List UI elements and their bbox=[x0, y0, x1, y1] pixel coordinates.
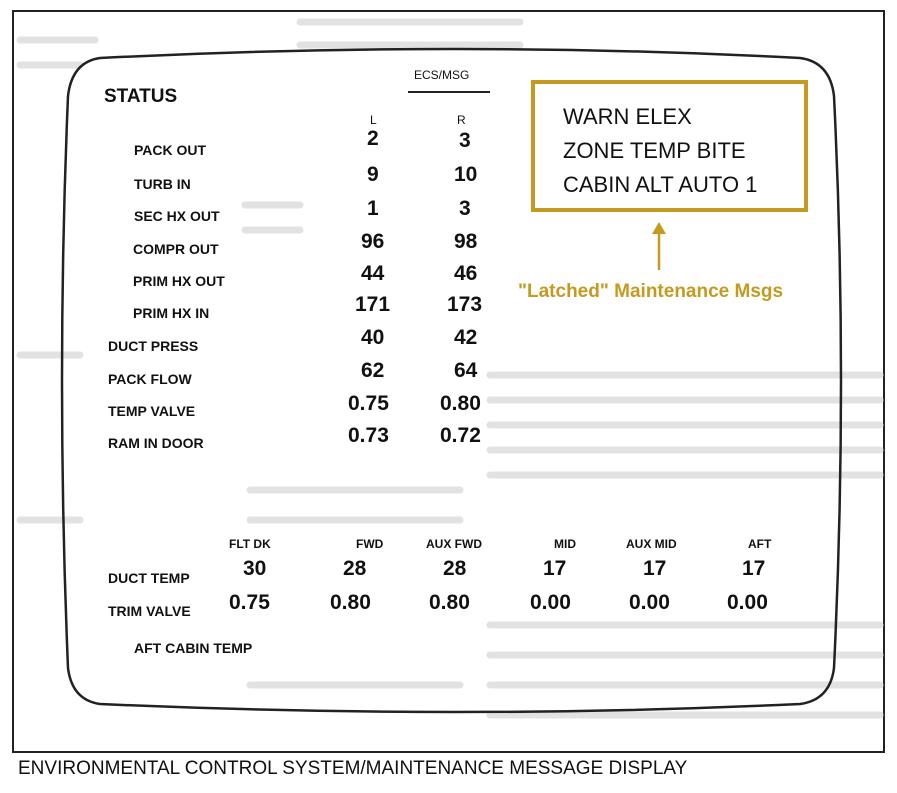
row-right-temp-valve: 0.80 bbox=[440, 392, 481, 415]
row-right-sec-hx-out: 3 bbox=[459, 197, 471, 220]
row-right-pack-flow: 64 bbox=[454, 359, 478, 382]
zone-header-mid: MID bbox=[554, 537, 576, 551]
column-right-header: R bbox=[457, 113, 466, 127]
row-label-temp-valve: TEMP VALVE bbox=[108, 403, 196, 419]
maintenance-message-box bbox=[531, 80, 808, 212]
figure-caption: ENVIRONMENTAL CONTROL SYSTEM/MAINTENANCE MESSAGE DISPLAY bbox=[18, 758, 688, 779]
message-line: ZONE TEMP BITE bbox=[563, 138, 746, 163]
trim-valve-fwd: 0.80 bbox=[330, 591, 371, 614]
row-right-ram-in-door: 0.72 bbox=[440, 424, 481, 447]
aft-cabin-temp-label: AFT CABIN TEMP bbox=[134, 640, 253, 656]
row-right-compr-out: 98 bbox=[454, 230, 478, 253]
row-right-duct-press: 42 bbox=[454, 326, 478, 349]
row-left-ram-in-door: 0.73 bbox=[348, 424, 389, 447]
duct-temp-aux-mid: 17 bbox=[643, 557, 667, 580]
row-left-pack-out: 2 bbox=[367, 127, 379, 150]
duct-temp-fwd: 28 bbox=[343, 557, 367, 580]
row-left-prim-hx-out: 44 bbox=[361, 262, 385, 285]
row-right-prim-hx-out: 46 bbox=[454, 262, 478, 285]
row-label-duct-press: DUCT PRESS bbox=[108, 338, 199, 354]
row-left-duct-press: 40 bbox=[361, 326, 385, 349]
duct-temp-mid: 17 bbox=[543, 557, 567, 580]
duct-temp-aft: 17 bbox=[742, 557, 766, 580]
message-line: WARN ELEX bbox=[563, 104, 692, 129]
trim-valve-aft: 0.00 bbox=[727, 591, 768, 614]
row-label-prim-hx-in: PRIM HX IN bbox=[133, 305, 210, 321]
row-label-pack-flow: PACK FLOW bbox=[108, 371, 192, 387]
row-left-prim-hx-in: 171 bbox=[355, 293, 391, 316]
row-left-pack-flow: 62 bbox=[361, 359, 385, 382]
page-label: ECS/MSG bbox=[414, 68, 470, 82]
row-label-sec-hx-out: SEC HX OUT bbox=[134, 208, 220, 224]
row-left-sec-hx-out: 1 bbox=[367, 197, 379, 220]
row-label-pack-out: PACK OUT bbox=[134, 142, 207, 158]
message-line: CABIN ALT AUTO 1 bbox=[563, 172, 758, 197]
zone-header-fwd: FWD bbox=[356, 537, 384, 551]
arrow-up-icon bbox=[652, 222, 666, 270]
row-label-prim-hx-out: PRIM HX OUT bbox=[133, 273, 225, 289]
trim-valve-aux-mid: 0.00 bbox=[629, 591, 670, 614]
row-right-pack-out: 3 bbox=[459, 129, 471, 152]
duct-temp-flt-dk: 30 bbox=[243, 557, 267, 580]
row-left-compr-out: 96 bbox=[361, 230, 385, 253]
duct-temp-aux-fwd: 28 bbox=[443, 557, 467, 580]
trim-valve-aux-fwd: 0.80 bbox=[429, 591, 470, 614]
row-label-turb-in: TURB IN bbox=[134, 176, 191, 192]
row-left-turb-in: 9 bbox=[367, 163, 379, 186]
trim-valve-label: TRIM VALVE bbox=[108, 603, 191, 619]
trim-valve-mid: 0.00 bbox=[530, 591, 571, 614]
latched-messages-annotation: "Latched" Maintenance Msgs bbox=[518, 281, 784, 302]
row-left-temp-valve: 0.75 bbox=[348, 392, 389, 415]
duct-temp-label: DUCT TEMP bbox=[108, 570, 190, 586]
zone-header-flt-dk: FLT DK bbox=[229, 537, 271, 551]
column-left-header: L bbox=[370, 113, 377, 127]
zone-header-aft: AFT bbox=[748, 537, 772, 551]
zone-header-aux-mid: AUX MID bbox=[626, 537, 677, 551]
zone-header-aux-fwd: AUX FWD bbox=[426, 537, 482, 551]
row-right-turb-in: 10 bbox=[454, 163, 478, 186]
trim-valve-flt-dk: 0.75 bbox=[229, 591, 270, 614]
row-label-compr-out: COMPR OUT bbox=[133, 241, 219, 257]
row-right-prim-hx-in: 173 bbox=[447, 293, 483, 316]
row-label-ram-in-door: RAM IN DOOR bbox=[108, 435, 204, 451]
status-title: STATUS bbox=[104, 86, 178, 107]
